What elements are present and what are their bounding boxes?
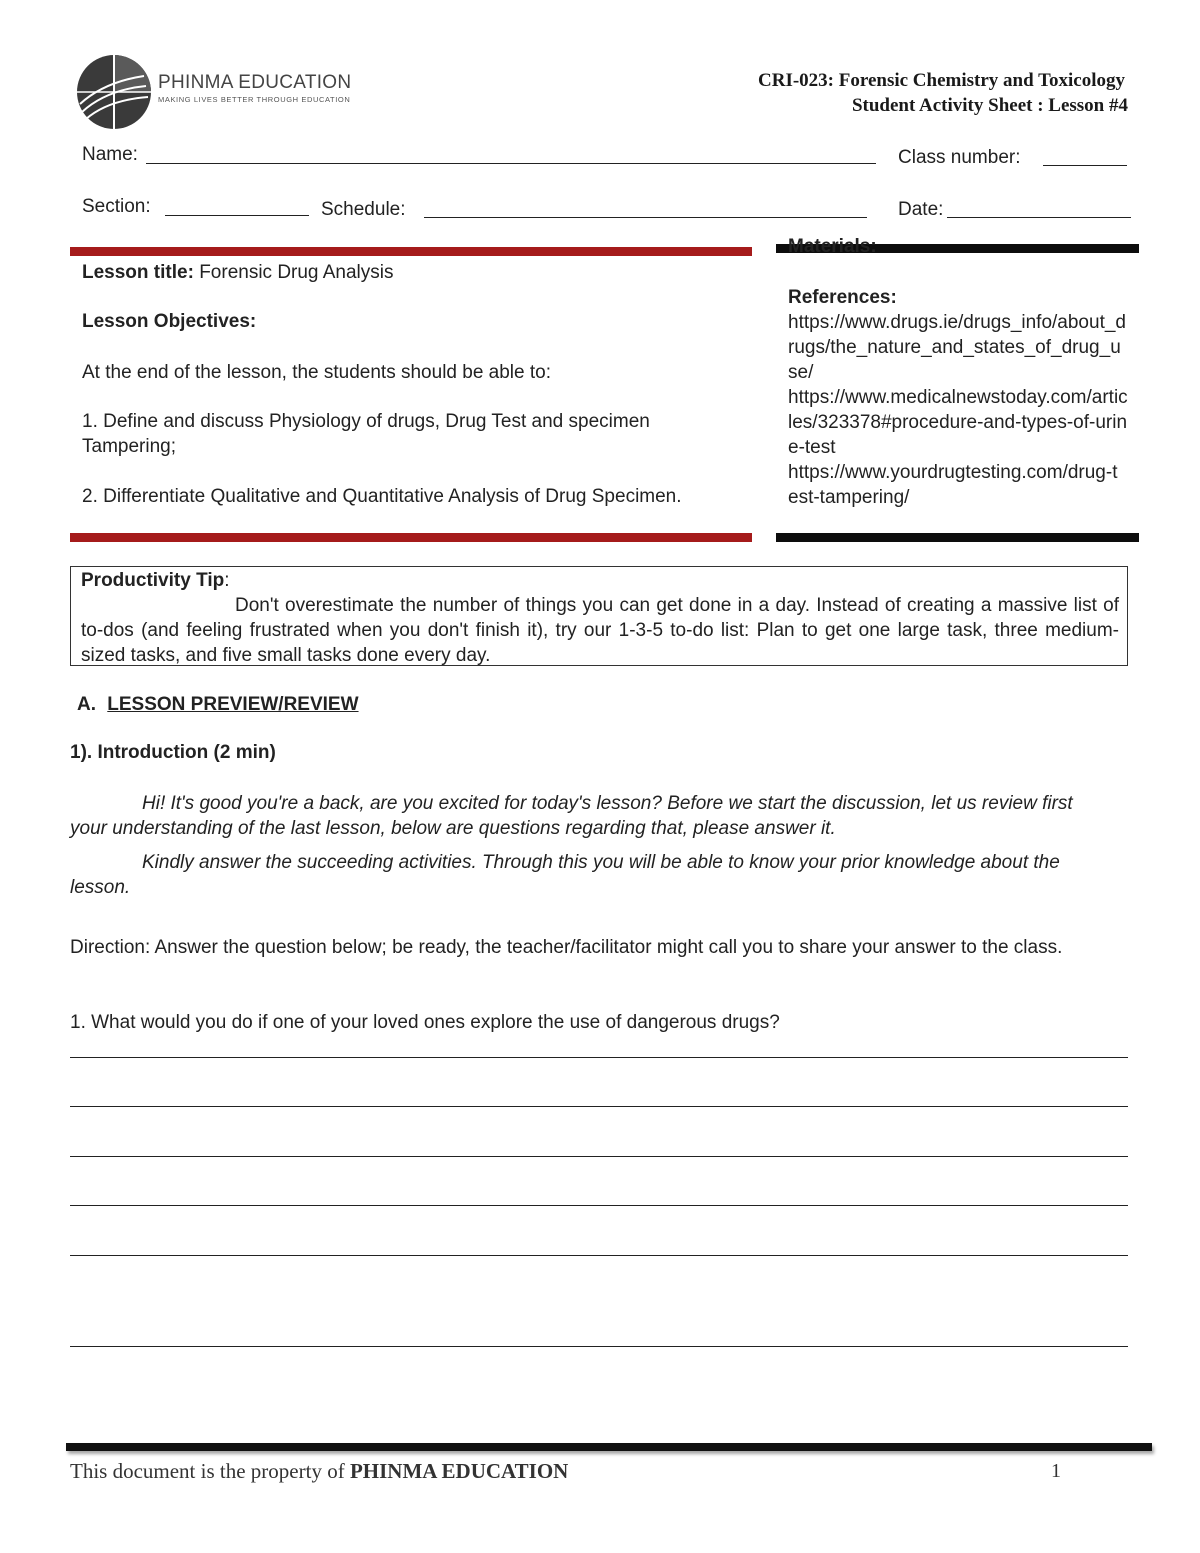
introduction-heading: 1). Introduction (2 min) <box>70 742 276 763</box>
date-label: Date: <box>898 199 944 220</box>
answer-line[interactable] <box>70 1106 1128 1107</box>
footer-bar <box>66 1443 1152 1451</box>
section-field[interactable] <box>165 215 309 216</box>
logo-tagline: MAKING LIVES BETTER THROUGH EDUCATION <box>158 95 351 104</box>
reference-link[interactable]: https://www.drugs.ie/drugs_info/about_drugs/the_nature_and_states_of_drug_use/ <box>788 312 1126 383</box>
answer-line[interactable] <box>70 1205 1128 1206</box>
materials-box-bottom-bar <box>776 533 1139 542</box>
lesson-title-line <box>82 260 742 285</box>
productivity-tip: Productivity Tip: Don't overestimate the number of things you can get done in a day. Instead of creating a massive list of to-dos (and feeling frustrated when you don't finish it), try our 1-3-5 to-do list: Plan to get one large task, three medium-sized tasks, and five small tasks done every day. <box>81 570 1119 666</box>
logo-name: PHINMA EDUCATION <box>158 72 352 93</box>
objectives-intro: At the end of the lesson, the students should be able to: <box>82 362 551 383</box>
lesson-title-label: Lesson title: <box>82 262 194 283</box>
class-number-field[interactable] <box>1043 165 1127 166</box>
references-list <box>788 310 1128 510</box>
name-field[interactable] <box>146 163 876 164</box>
section-label: Section: <box>82 196 151 217</box>
answer-line[interactable] <box>70 1156 1128 1157</box>
answer-line[interactable] <box>70 1057 1128 1058</box>
objective-2: 2. Differentiate Qualitative and Quantitative Analysis of Drug Specimen. <box>82 486 682 507</box>
materials-heading: Materials: <box>788 236 877 257</box>
schedule-label: Schedule: <box>321 199 406 220</box>
date-field[interactable] <box>947 217 1131 218</box>
tip-label: Productivity Tip <box>81 570 225 591</box>
footer-owner: PHINMA EDUCATION <box>349 1459 569 1483</box>
section-letter: A. <box>77 694 96 715</box>
answer-line[interactable] <box>70 1346 1128 1347</box>
answer-line[interactable] <box>70 1255 1128 1256</box>
lesson-box-top-bar <box>70 247 752 256</box>
name-label: Name: <box>82 144 138 165</box>
class-number-label: Class number: <box>898 147 1021 168</box>
sheet-title: Student Activity Sheet : Lesson #4 <box>851 95 1128 116</box>
phinma-globe-icon <box>74 52 154 132</box>
course-title: CRI-023: Forensic Chemistry and Toxicology <box>758 70 1125 91</box>
references-heading: References: <box>788 287 897 308</box>
footer-property <box>70 1459 568 1484</box>
footer-prefix: This document is the property of <box>70 1459 345 1483</box>
intro-paragraph-2: Kindly answer the succeeding activities. Through this you will be able to know your prior knowledge about the lesson. <box>70 852 1060 898</box>
intro-paragraph-1: Hi! It's good you're a back, are you excited for today's lesson? Before we start the discussion, let us review first your understanding of the last lesson, below are questions regarding that, please answer it. <box>70 793 1073 839</box>
reference-link[interactable]: https://www.yourdrugtesting.com/drug-test-tampering/ <box>788 462 1118 508</box>
schedule-field[interactable] <box>424 217 867 218</box>
section-a-heading-line <box>77 692 359 717</box>
lesson-box-bottom-bar <box>70 533 752 542</box>
question-1: 1. What would you do if one of your loved ones explore the use of dangerous drugs? <box>70 1012 780 1033</box>
direction-text: Direction: Answer the question below; be ready, the teacher/facilitator might call you to share your answer to the class. <box>70 937 1063 958</box>
tip-text: Don't overestimate the number of things you can get done in a day. Instead of creating a massive list of to-dos (and feeling frustrated when you don't finish it), try our 1-3-5 to-do list: Plan to get one large task, three medium-sized tasks, and five small tasks done every day. <box>81 595 1119 666</box>
reference-link[interactable]: https://www.medicalnewstoday.com/articles/323378#procedure-and-types-of-urine-test <box>788 387 1128 458</box>
lesson-title-value: Forensic Drug Analysis <box>199 262 394 283</box>
objectives-heading: Lesson Objectives: <box>82 311 257 332</box>
page-number: 1 <box>1051 1460 1061 1482</box>
objective-1: 1. Define and discuss Physiology of drugs, Drug Test and specimen Tampering; <box>82 411 650 457</box>
section-heading: LESSON PREVIEW/REVIEW <box>107 694 359 715</box>
